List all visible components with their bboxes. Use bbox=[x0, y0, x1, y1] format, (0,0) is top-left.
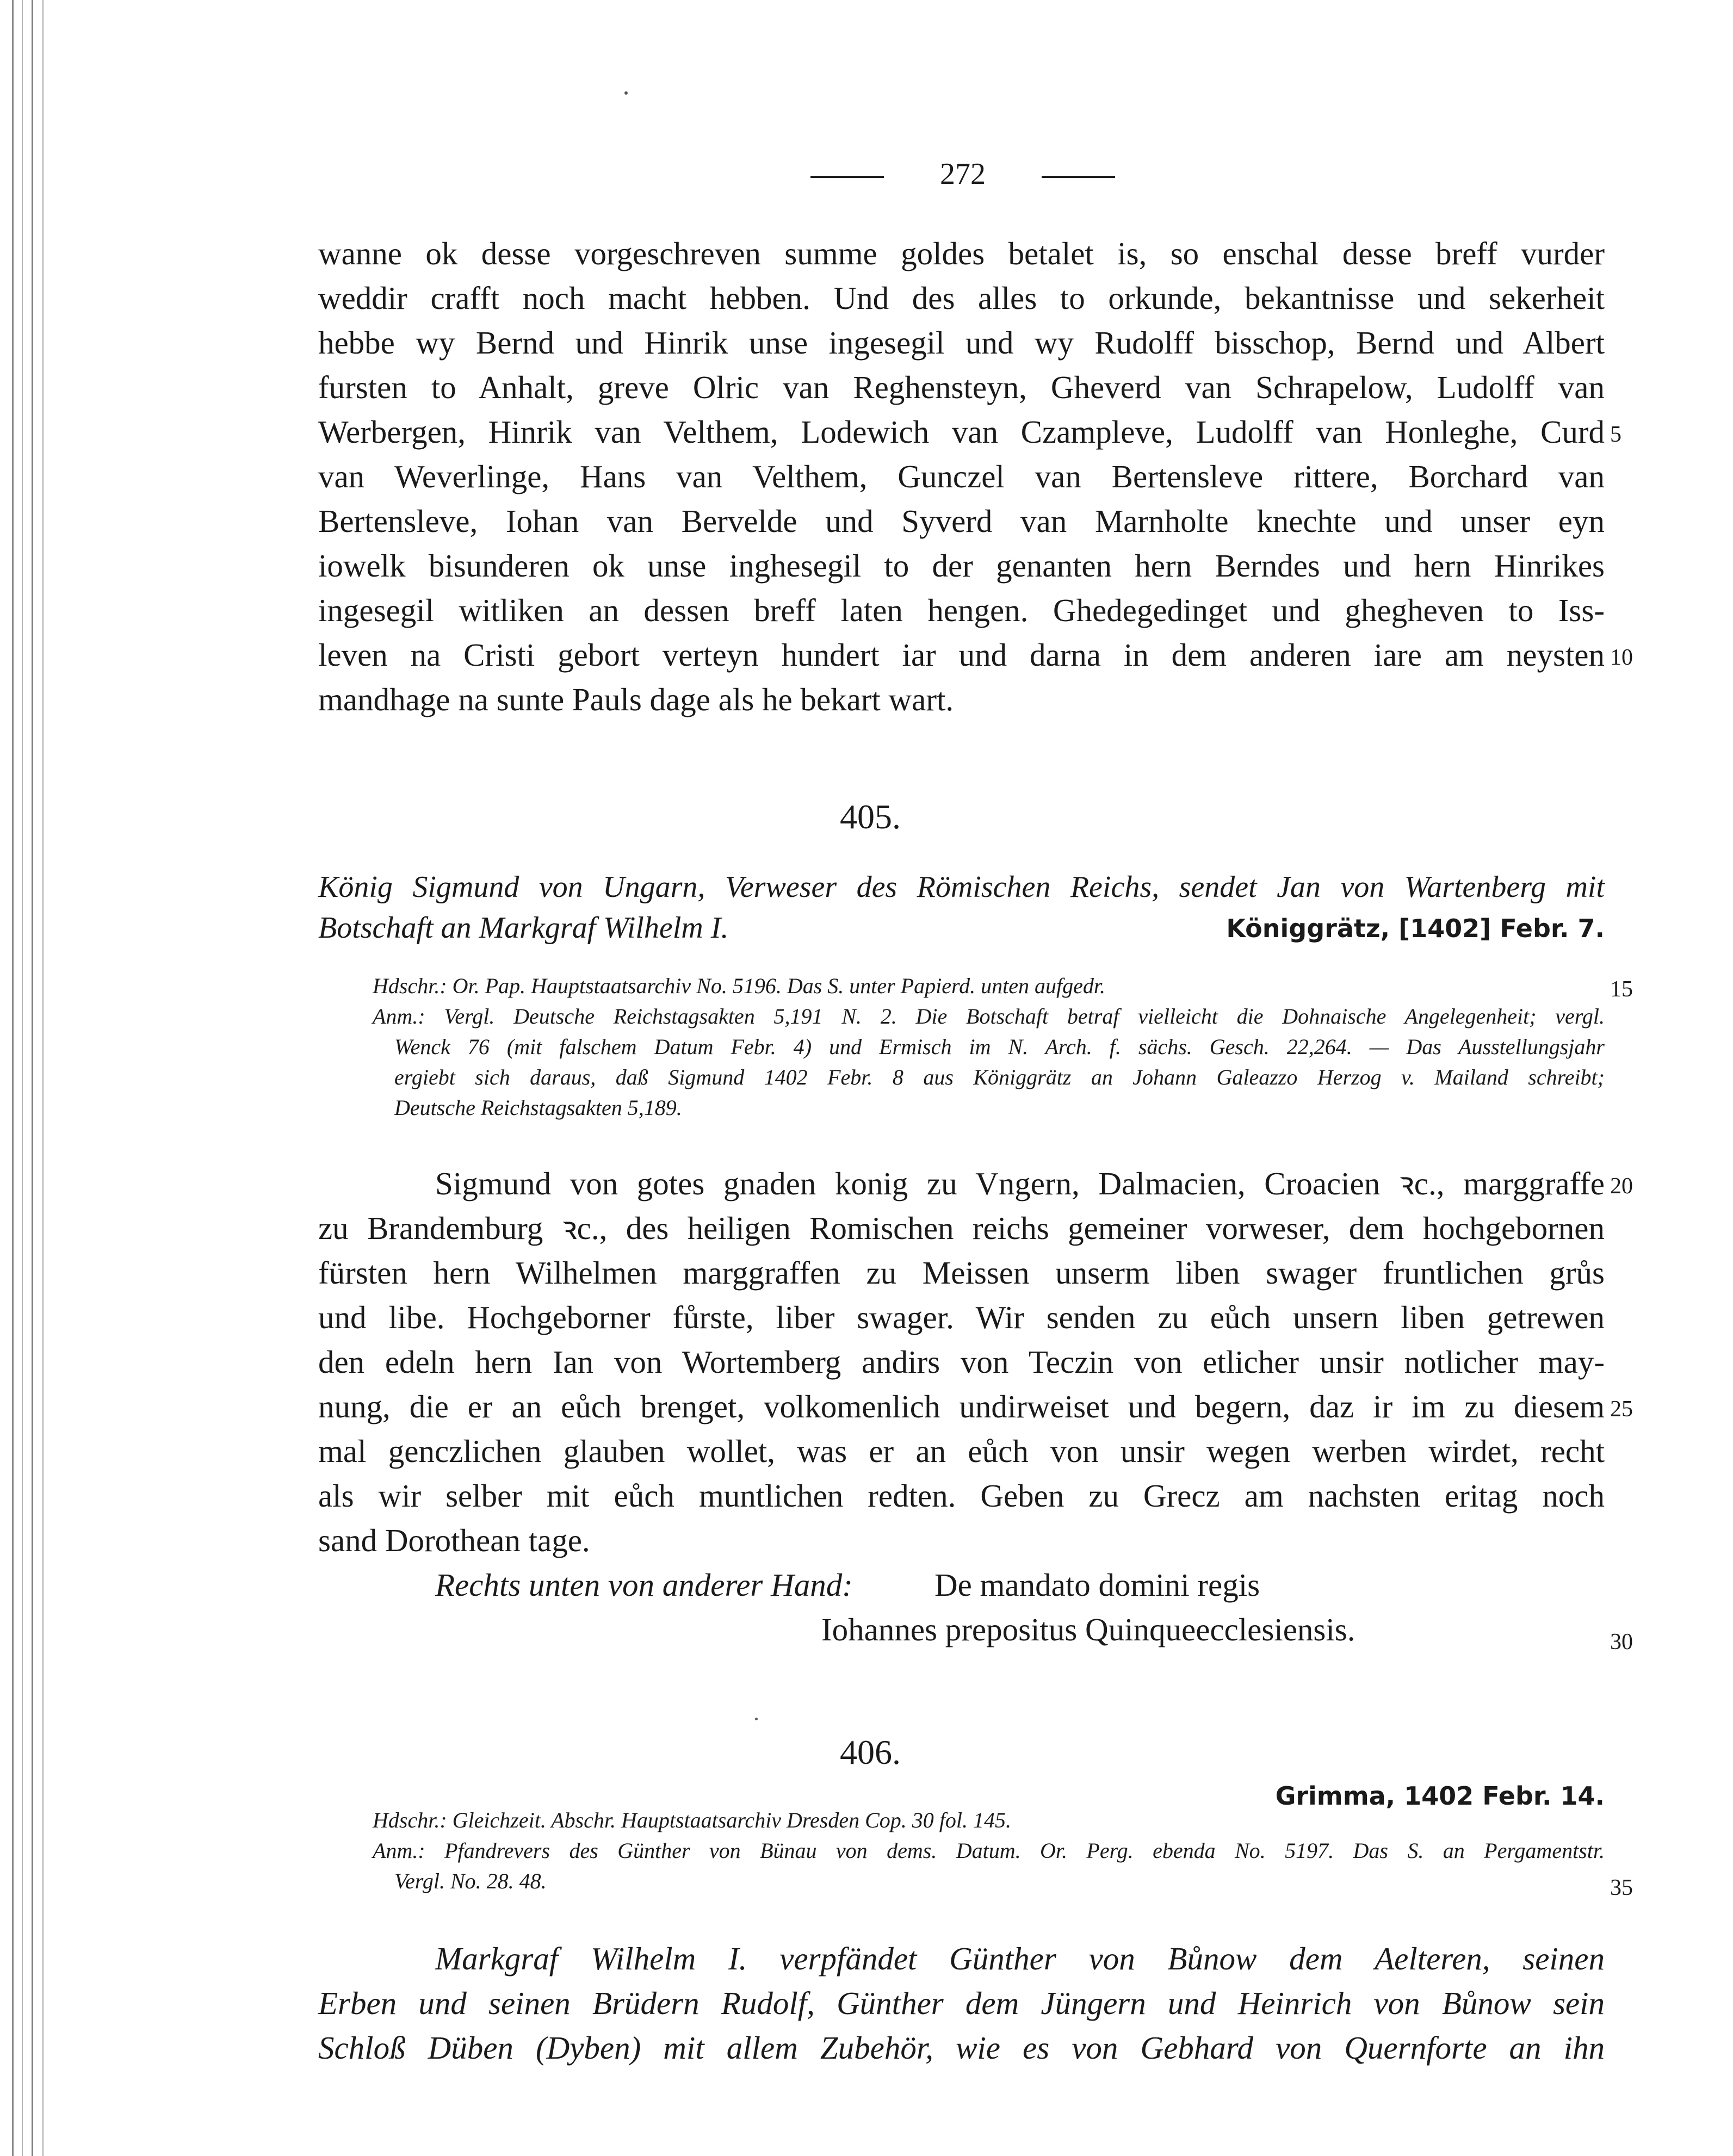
scan-speck bbox=[755, 1718, 758, 1720]
text-line: den edeln hern Ian von Wortemberg andirs von Teczin von etlicher unsir notlicher may- bbox=[318, 1344, 1605, 1380]
line-number: 20 bbox=[1610, 1174, 1633, 1199]
text-line: Sigmund von gotes gnaden konig zu Vngern, Dalmacien, Croacien ꝛc., marggraffe bbox=[435, 1166, 1605, 1201]
regest-line: König Sigmund von Ungarn, Verweser des Römischen Reichs, sendet Jan von Wartenberg mit bbox=[318, 870, 1605, 904]
text-line: sand Dorothean tage. bbox=[318, 1522, 590, 1558]
text-line: fursten to Anhalt, greve Olric van Reghensteyn, Gheverd van Schrapelow, Ludolff van bbox=[318, 369, 1605, 405]
text-line: zu Brandemburg ꝛc., des heiligen Romischen reichs gemeiner vorweser, dem hochgebornen bbox=[318, 1210, 1605, 1246]
text-line: und libe. Hochgeborner fůrste, liber swager. Wir senden zu eůch unsern liben getrewen bbox=[318, 1299, 1605, 1335]
source-note: Vergl. No. 28. 48. bbox=[394, 1869, 547, 1893]
regest-line: Erben und seinen Brüdern Rudolf, Günther dem Jüngern und Heinrich von Bůnow sein bbox=[318, 1985, 1605, 2021]
text-line: fürsten hern Wilhelmen marggraffen zu Meissen unserm liben swager fruntlichen grůs bbox=[318, 1255, 1605, 1291]
source-note: Deutsche Reichstagsakten 5,189. bbox=[394, 1095, 682, 1120]
line-number: 25 bbox=[1610, 1397, 1633, 1422]
place-date: Königgrätz, [1402] Febr. 7. bbox=[1226, 914, 1605, 943]
document-number: 405. bbox=[840, 797, 901, 836]
document-number: 406. bbox=[840, 1733, 901, 1771]
binding-edge-line bbox=[12, 0, 14, 2156]
line-number: 10 bbox=[1610, 645, 1633, 670]
regest-line: Botschaft an Markgraf Wilhelm I. bbox=[318, 911, 729, 945]
text-line: mal genczlichen glauben wollet, was er an eůch von unsir wegen werben wirdet, recht bbox=[318, 1433, 1605, 1469]
hand-note-text: De mandato domini regis bbox=[934, 1567, 1260, 1603]
signature-line: Iohannes prepositus Quinqueecclesiensis. bbox=[821, 1612, 1356, 1647]
line-number: 30 bbox=[1610, 1630, 1633, 1655]
page-number: 272 bbox=[940, 157, 986, 191]
line-number: 5 bbox=[1610, 422, 1621, 447]
source-note: Anm.: Vergl. Deutsche Reichstagsakten 5,191 N. 2. Die Botschaft betraf vielleicht die Dohnaische Angelegenheit; vergl. bbox=[373, 1004, 1605, 1029]
text-line: wanne ok desse vorgeschreven summe goldes betalet is, so enschal desse breff vurder bbox=[318, 236, 1605, 271]
text-line: ingesegil witliken an dessen breff laten hengen. Ghedegedinget und ghegheven to Iss- bbox=[318, 592, 1605, 628]
text-line: hebbe wy Bernd und Hinrik unse ingesegil und wy Rudolff bisschop, Bernd und Albert bbox=[318, 325, 1605, 361]
line-number: 35 bbox=[1610, 1875, 1633, 1900]
scan-speck bbox=[624, 91, 628, 95]
regest-line: Markgraf Wilhelm I. verpfändet Günther von Bůnow dem Aelteren, seinen bbox=[435, 1941, 1605, 1977]
source-note: Hdschr.: Gleichzeit. Abschr. Hauptstaatsarchiv Dresden Cop. 30 fol. 145. bbox=[373, 1808, 1012, 1832]
text-line: iowelk bisunderen ok unse inghesegil to der genanten hern Berndes und hern Hinrikes bbox=[318, 548, 1605, 584]
source-note: Wenck 76 (mit falschem Datum Febr. 4) und Ermisch im N. Arch. f. sächs. Gesch. 22,264. — Das Ausstellungsjahr bbox=[394, 1034, 1605, 1059]
binding-edge-line bbox=[22, 0, 23, 2156]
text-line: leven na Cristi gebort verteyn hundert iar und darna in dem anderen iare am neysten bbox=[318, 637, 1605, 673]
source-note: Hdschr.: Or. Pap. Hauptstaatsarchiv No. 5196. Das S. unter Papierd. unten aufgedr. bbox=[373, 974, 1105, 998]
binding-edge-line bbox=[42, 0, 44, 2156]
text-line: als wir selber mit eůch muntlichen redten. Geben zu Grecz am nachsten eritag noch bbox=[318, 1478, 1605, 1514]
line-number: 15 bbox=[1610, 977, 1633, 1002]
page-header bbox=[810, 157, 1115, 195]
hand-note-label: Rechts unten von anderer Hand: bbox=[435, 1567, 853, 1603]
text-line: Bertensleve, Iohan van Bervelde und Syverd van Marnholte knechte und unser eyn bbox=[318, 503, 1605, 539]
text-line: Werbergen, Hinrik van Velthem, Lodewich van Czampleve, Ludolff van Honleghe, Curd bbox=[318, 414, 1605, 450]
text-line: mandhage na sunte Pauls dage als he bekart wart. bbox=[318, 682, 954, 717]
text-line: nung, die er an eůch brenget, volkomenlich undirweiset und begern, daz ir im zu diesem bbox=[318, 1389, 1605, 1424]
text-line: weddir crafft noch macht hebben. Und des alles to orkunde, bekantnisse und sekerheit bbox=[318, 280, 1605, 316]
source-note: Anm.: Pfandrevers des Günther von Bünau von dems. Datum. Or. Perg. ebenda No. 5197. Das S. an Pergamentstr. bbox=[373, 1838, 1605, 1863]
place-date: Grimma, 1402 Febr. 14. bbox=[1275, 1781, 1605, 1811]
text-line: van Weverlinge, Hans van Velthem, Gunczel van Bertensleve rittere, Borchard van bbox=[318, 459, 1605, 494]
header-dash-right bbox=[1042, 176, 1115, 178]
binding-edge-line bbox=[32, 0, 33, 2156]
regest-line: Schloß Düben (Dyben) mit allem Zubehör, wie es von Gebhard von Quernforte an ihn bbox=[318, 2030, 1605, 2066]
source-note: ergiebt sich daraus, daß Sigmund 1402 Febr. 8 aus Königgrätz an Johann Galeazzo Herzog v. Mailand schreibt; bbox=[394, 1065, 1605, 1089]
